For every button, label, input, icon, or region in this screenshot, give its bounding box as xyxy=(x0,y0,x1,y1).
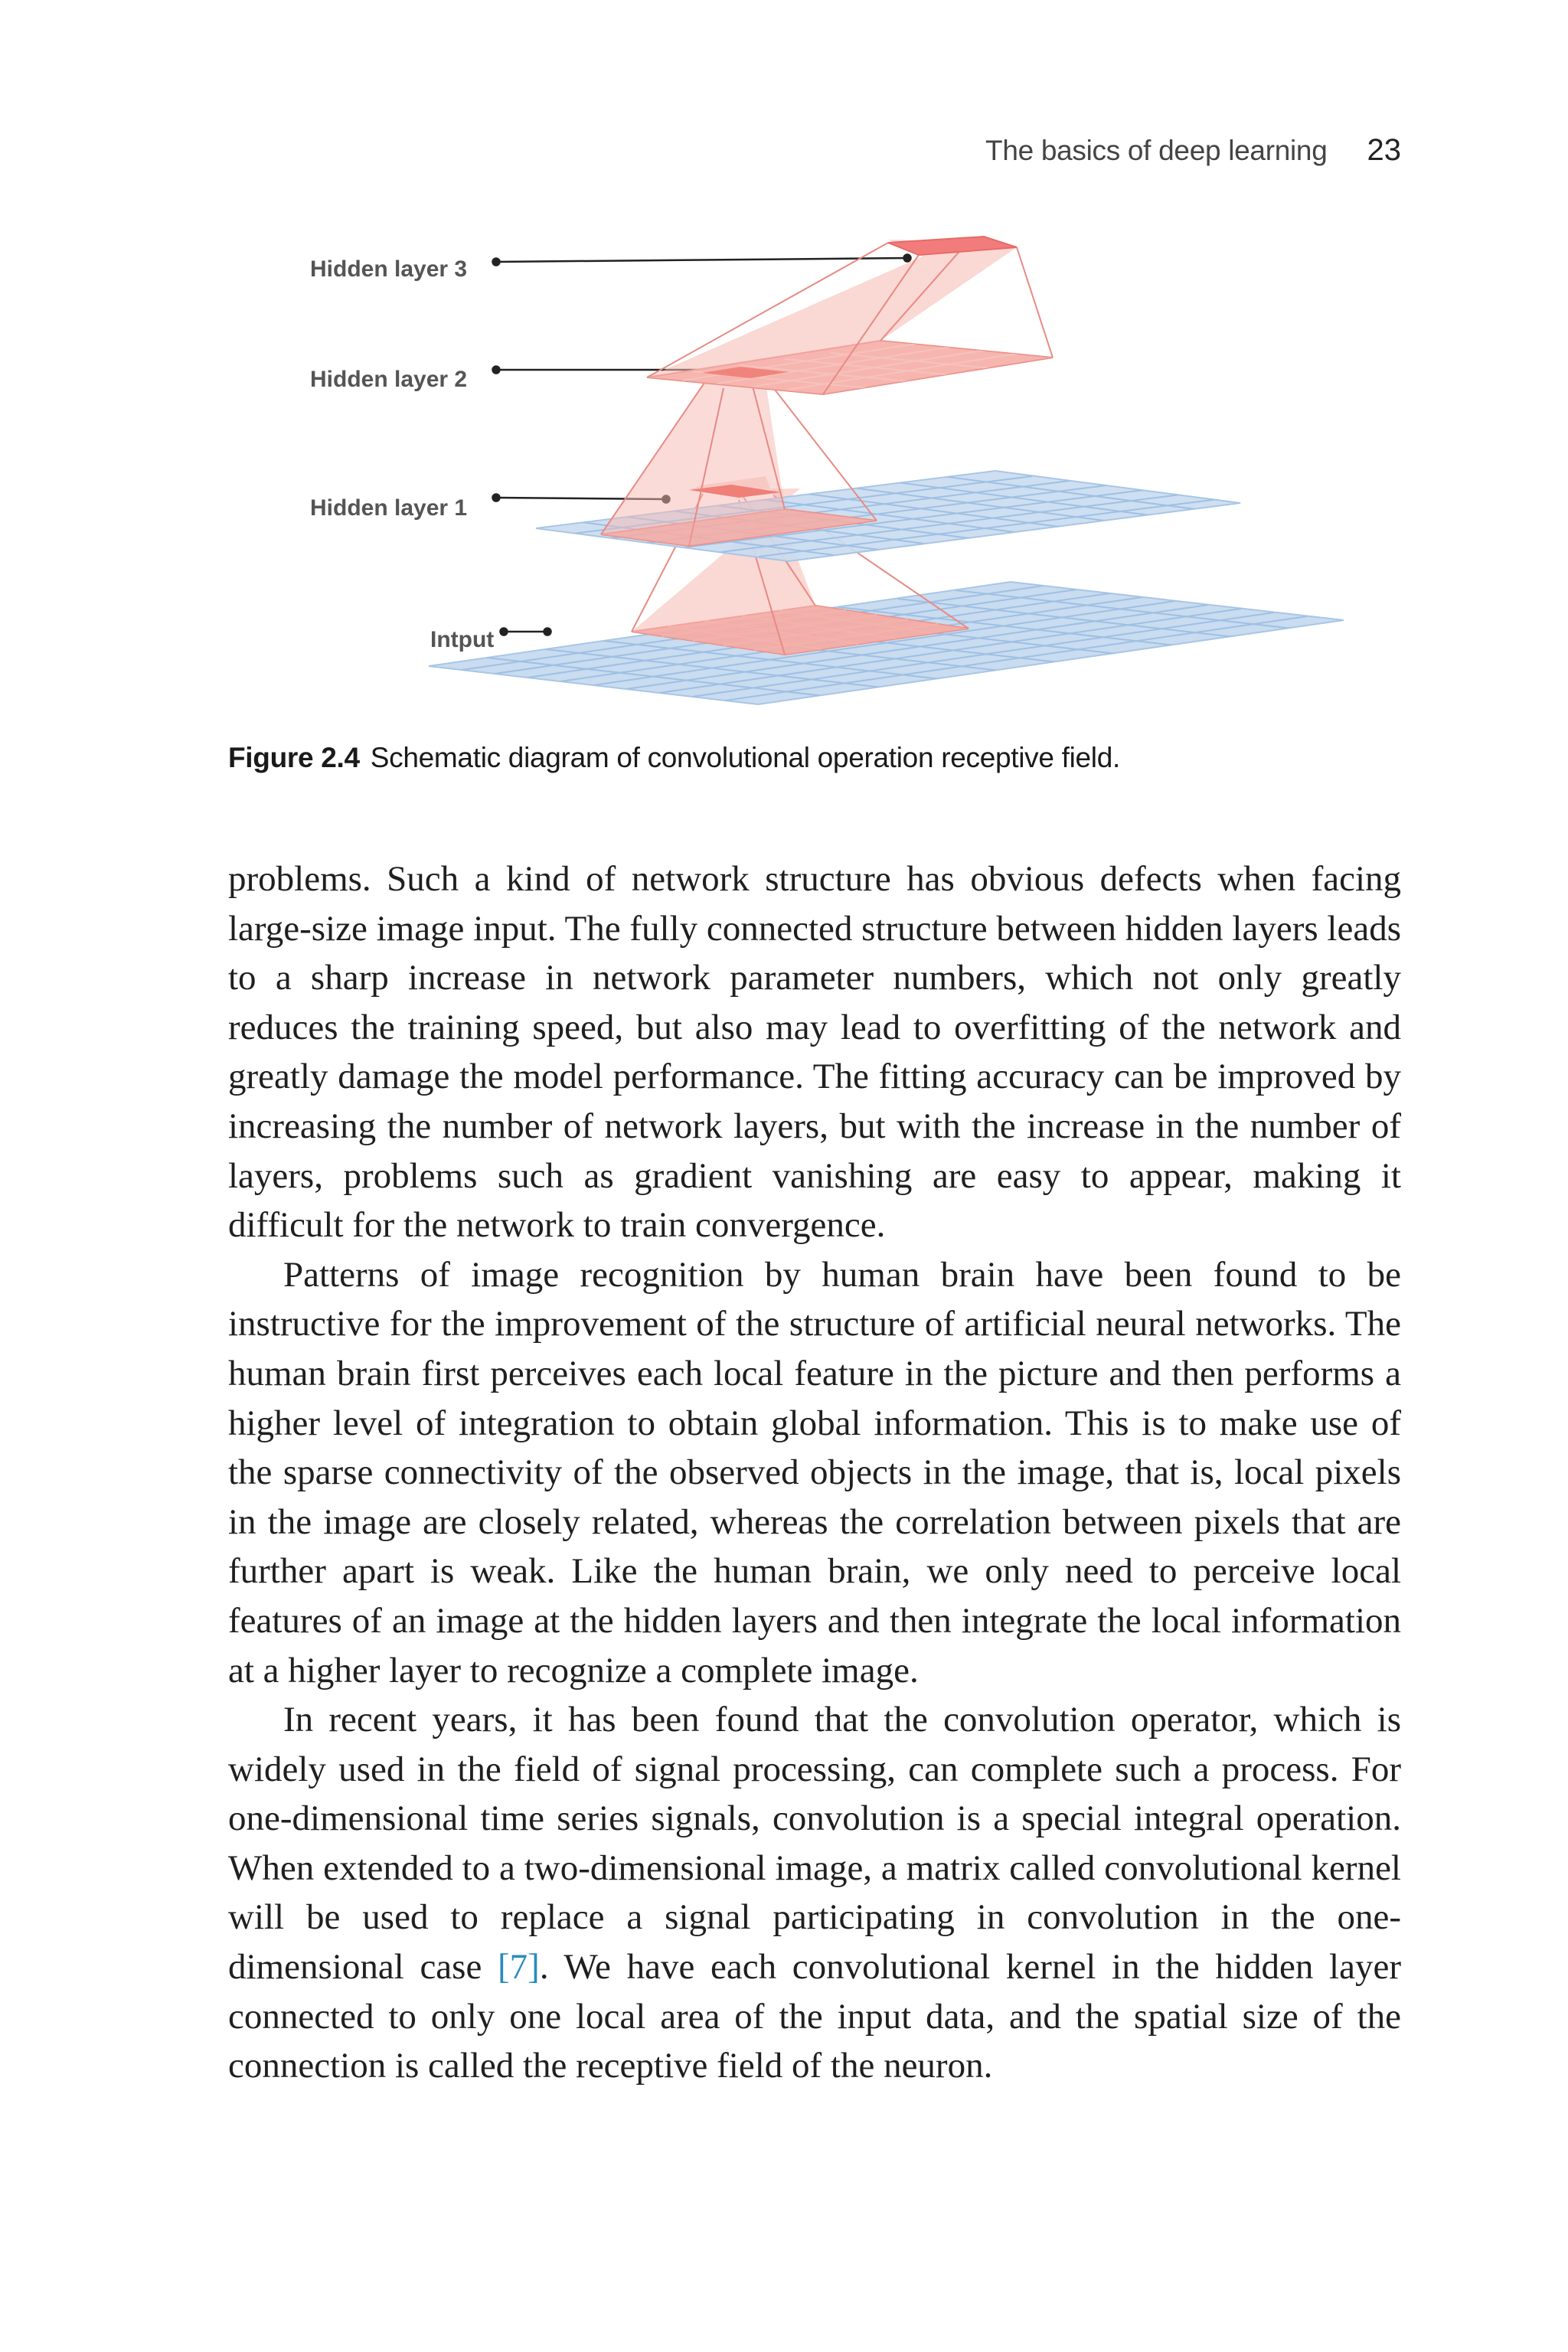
label-input: Intput xyxy=(430,627,495,652)
leader-line-hidden-3 xyxy=(496,258,907,262)
input-layer-grid xyxy=(429,582,1344,704)
receptive-field-h1-to-h2 xyxy=(601,377,877,546)
figure-caption-text: Schematic diagram of convolutional operation receptive field. xyxy=(370,742,1120,773)
running-head-title: The basics of deep learning xyxy=(985,135,1328,166)
figure-caption xyxy=(228,737,1407,779)
paragraph-3-text-b: . We have each convolutional kernel in the hidden layer connected to only one local area of the input data, and the spatial size of the connection is called the receptive field of the neuron. xyxy=(228,1947,1401,2086)
receptive-field-diagram xyxy=(230,226,1401,716)
label-hidden-layer-3: Hidden layer 3 xyxy=(310,256,468,282)
page-number: 23 xyxy=(1367,133,1401,167)
paragraph-3 xyxy=(228,1695,1401,2091)
running-head xyxy=(230,129,1401,172)
paragraph-2: Patterns of image recognition by human brain have been found to be instructive for the improvement of the structure of artificial neural networks. The human brain first perceives each local feature in the picture and then performs a higher level of integration to obtain global information. This is to make use of the sparse connectivity of the observed objects in the image, that is, local pixels in the image are closely related, whereas the correlation between pixels that are further apart is weak. Like the human brain, we only need to perceive local features of an image at the hidden layers and then integrate the local information at a higher layer to recognize a complete image. xyxy=(228,1254,1401,1690)
paragraph-3-text-a: In recent years, it has been found that the convolution operator, which is widely used in the field of signal processing, can complete such a process. For one-dimensional time series signals, convolution is a special integral operation. When extended to a two-dimensional image, a matrix called convolutional kernel will be used to replace a signal participating in convolution in the one-dimensional case xyxy=(228,1700,1401,1988)
body-text xyxy=(228,854,1401,2091)
label-hidden-layer-1: Hidden layer 1 xyxy=(310,495,468,521)
citation-link[interactable]: [7] xyxy=(498,1947,540,1988)
label-hidden-layer-2: Hidden layer 2 xyxy=(310,367,468,392)
receptive-field-figure xyxy=(230,226,1401,716)
paragraph-1: problems. Such a kind of network structure has obvious defects when facing large-size image input. The fully connected structure between hidden layers leads to a sharp increase in network parameter numbers, which not only greatly reduces the training speed, but also may lead to overfitting of the network and greatly damage the model performance. The fitting accuracy can be improved by increasing the number of network layers, but with the increase in the number of layers, problems such as gradient vanishing are easy to appear, making it difficult for the network to train convergence. xyxy=(228,859,1401,1246)
figure-label: Figure 2.4 xyxy=(228,742,360,773)
